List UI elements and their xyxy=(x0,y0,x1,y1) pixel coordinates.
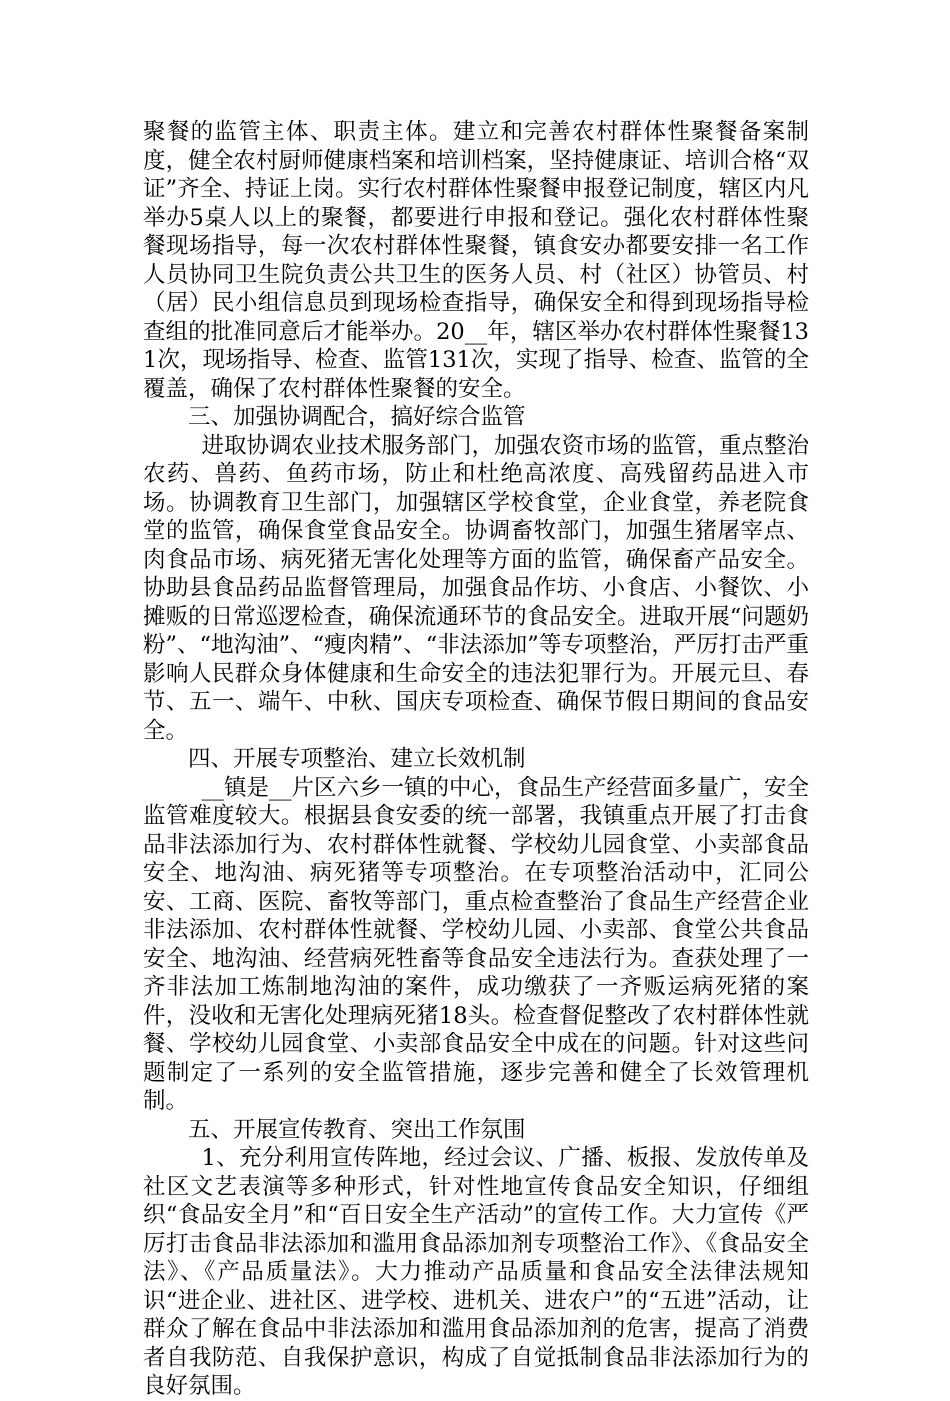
section-heading-3: 三、加强协调配合，搞好综合监管 xyxy=(188,404,526,430)
section-heading-4: 四、开展专项整治、建立长效机制 xyxy=(188,746,526,772)
paragraph-special-rectification: __镇是__片区六乡一镇的中心，食品生产经营面多量广，安全监管难度较大。根据县食安委的统一部署，我镇重点开展了打击食品非法添加行为、农村群体性就餐、学校幼儿园食堂、小卖部食品安全、地沟油、病死猪等专项整治。在专项整治活动中，汇同公安、工商、医院、畜牧等部门，重点检查整治了食品生产经营企业非法添加、农村群体性就餐、学校幼儿园、小卖部、食堂公共食品安全、地沟油、经营病死牲畜等食品安全违法行为。查获处理了一齐非法加工炼制地沟油的案件，成功缴获了一齐贩运病死猪的案件，没收和无害化处理病死猪18头。检查督促整改了农村群体性就餐、学校幼儿园食堂、小卖部食品安全中成在的问题。针对这些问题制定了一系列的安全监管措施，逐步完善和健全了长效管理机制。 xyxy=(143,774,810,1114)
document-page xyxy=(143,118,809,1401)
section-heading-5: 五、开展宣传教育、突出工作氛围 xyxy=(188,1116,526,1143)
paragraph-coordination: 进取协调农业技术服务部门，加强农资市场的监管，重点整治农药、兽药、鱼药市场，防止和杜绝高浓度、高残留药品进入市场。协调教育卫生部门，加强辖区学校食堂，企业食堂，养老院食堂的监管，确保食堂食品安全。协调畜牧部门，加强生猪屠宰点、肉食品市场、病死猪无害化处理等方面的监管，确保畜产品安全。协助县食品药品监督管理局，加强食品作坊、小食店、小餐饮、小摊贩的日常巡逻检查，确保流通环节的食品安全。进取开展“问题奶粉”、“地沟油”、“瘦肉精”、“非法添加”等专项整治，严厉打击严重影响人民群众身体健康和生命安全的违法犯罪行为。开展元旦、春节、五一、端午、中秋、国庆专项检查、确保节假日期间的食品安全。 xyxy=(143,432,810,744)
paragraph-continued: 聚餐的监管主体、职责主体。建立和完善农村群体性聚餐备案制度，健全农村厨师健康档案和培训档案，坚持健康证、培训合格“双证”齐全、持证上岗。实行农村群体性聚餐申报登记制度，辖区内凡举办5桌人以上的聚餐，都要进行申报和登记。强化农村群体性聚餐现场指导，每一次农村群体性聚餐，镇食安办都要安排一名工作人员协同卫生院负责公共卫生的医务人员、村（社区）协管员、村（居）民小组信息员到现场检查指导，确保安全和得到现场指导检查组的批准同意后才能举办。20__年，辖区举办农村群体性聚餐131次，现场指导、检查、监管131次，实现了指导、检查、监管的全覆盖，确保了农村群体性聚餐的安全。 xyxy=(143,119,809,402)
paragraph-publicity: 1、充分利用宣传阵地，经过会议、广播、板报、发放传单及社区文艺表演等多种形式，针对性地宣传食品安全知识，仔细组织“食品安全月”和“百日安全生产活动”的宣传工作。大力宣传《严厉打击食品非法添加和滥用食品添加剂专项整治工作》、《食品安全法》、《产品质量法》。大力推动产品质量和食品安全法律法规知识“进企业、进社区、进学校、进机关、进农户”的“五进”活动，让群众了解在食品中非法添加和滥用食品添加剂的危害，提高了消费者自我防范、自我保护意识，构成了自觉抵制食品非法添加行为的良好氛围。 xyxy=(143,1145,809,1399)
